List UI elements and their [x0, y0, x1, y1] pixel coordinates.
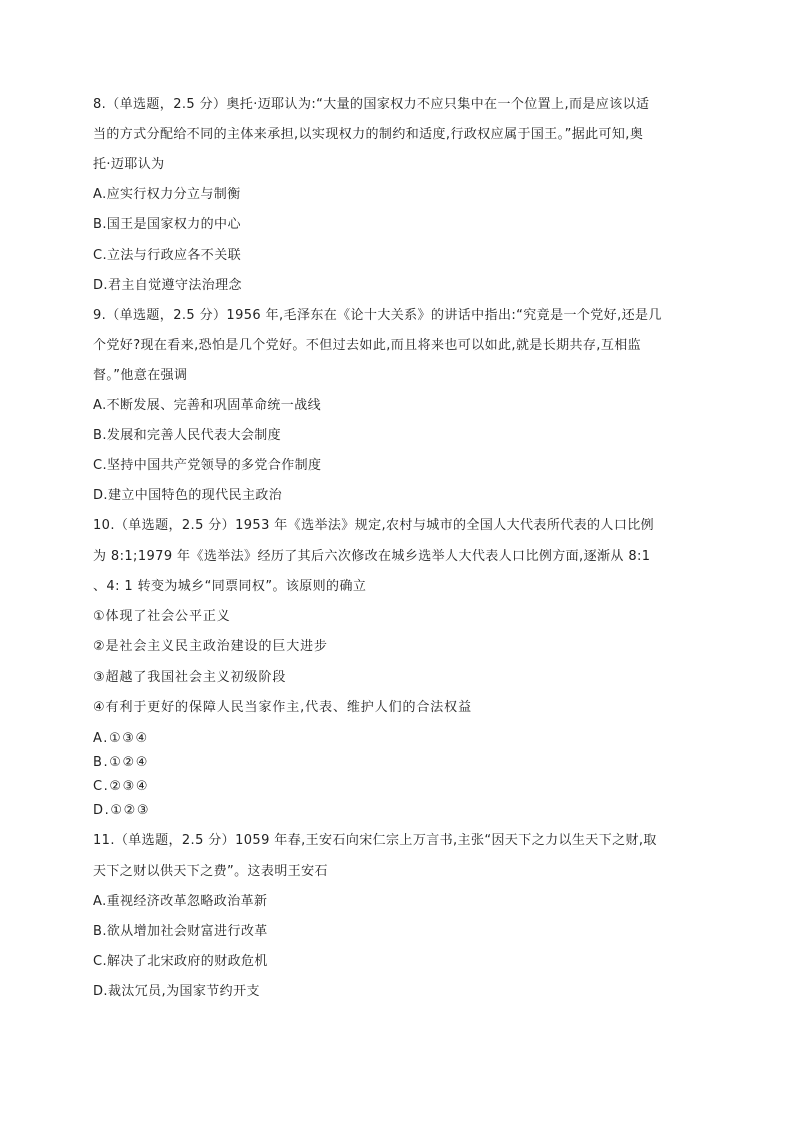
- question-11-option-d: D.裁汰冗员,为国家节约开支: [93, 984, 260, 999]
- question-9-option-b: B.发展和完善人民代表大会制度: [93, 428, 282, 443]
- question-8-stem-line-3: 托·迈耶认为: [93, 157, 165, 172]
- question-9-option-c: C.坚持中国共产党领导的多党合作制度: [93, 458, 322, 473]
- question-11-stem-line-1: 11.（单选题，2.5 分）1059 年春,王安石向宋仁宗上万言书,主张“因天下之力以生天下之财,取: [93, 833, 657, 848]
- question-9-option-d: D.建立中国特色的现代民主政治: [93, 488, 283, 503]
- question-11-option-a: A.重视经济改革忽略政治革新: [93, 894, 268, 909]
- question-9-option-a: A.不断发展、完善和巩固革命统一战线: [93, 398, 321, 413]
- question-9-stem-line-1: 9.（单选题，2.5 分）1956 年,毛泽东在《论十大关系》的讲话中指出:“究竟是一个党好,还是几: [93, 308, 662, 323]
- question-10-option-b: B.①②④: [93, 755, 150, 770]
- question-10-option-c: C.②③④: [93, 779, 150, 794]
- question-10-option-d: D.①②③: [93, 803, 151, 818]
- question-10-stem-line-1: 10.（单选题，2.5 分）1953 年《选举法》规定,农村与城市的全国人大代表所代表的人口比例: [93, 518, 655, 533]
- question-11-stem-line-2: 天下之财以供天下之费”。这表明王安石: [93, 864, 328, 879]
- question-8-option-b: B.国王是国家权力的中心: [93, 217, 241, 232]
- question-8-option-d: D.君主自觉遵守法治理念: [93, 278, 242, 293]
- question-8-stem-line-1: 8.（单选题，2.5 分）奥托·迈耶认为:“大量的国家权力不应只集中在一个位置上,而是应该以适: [93, 97, 650, 112]
- question-10-option-a: A.①③④: [93, 731, 149, 746]
- question-8-option-a: A.应实行权力分立与制衡: [93, 187, 241, 202]
- question-10-statement-4: ④有利于更好的保障人民当家作主,代表、维护人们的合法权益: [93, 700, 472, 715]
- question-10-statement-3: ③超越了我国社会主义初级阶段: [93, 670, 287, 685]
- question-8-stem-line-2: 当的方式分配给不同的主体来承担,以实现权力的制约和适度,行政权应属于国王。”据此可知,奥: [93, 127, 644, 142]
- question-10-stem-line-3: 、4: 1 转变为城乡“同票同权”。该原则的确立: [93, 579, 367, 594]
- question-11-option-c: C.解决了北宋政府的财政危机: [93, 954, 268, 969]
- question-9-stem-line-3: 督。”他意在强调: [93, 368, 188, 383]
- question-8-option-c: C.立法与行政应各不关联: [93, 248, 242, 263]
- question-11-option-b: B.欲从增加社会财富进行改革: [93, 924, 268, 939]
- question-10-statement-1: ①体现了社会公平正义: [93, 609, 231, 624]
- question-10-stem-line-2: 为 8:1;1979 年《选举法》经历了其后六次修改在城乡选举人大代表人口比例方面,逐渐从 8:1: [93, 549, 651, 564]
- question-10-statement-2: ②是社会主义民主政治建设的巨大进步: [93, 639, 328, 654]
- question-9-stem-line-2: 个党好?现在看来,恐怕是几个党好。不但过去如此,而且将来也可以如此,就是长期共存,互相监: [93, 338, 642, 353]
